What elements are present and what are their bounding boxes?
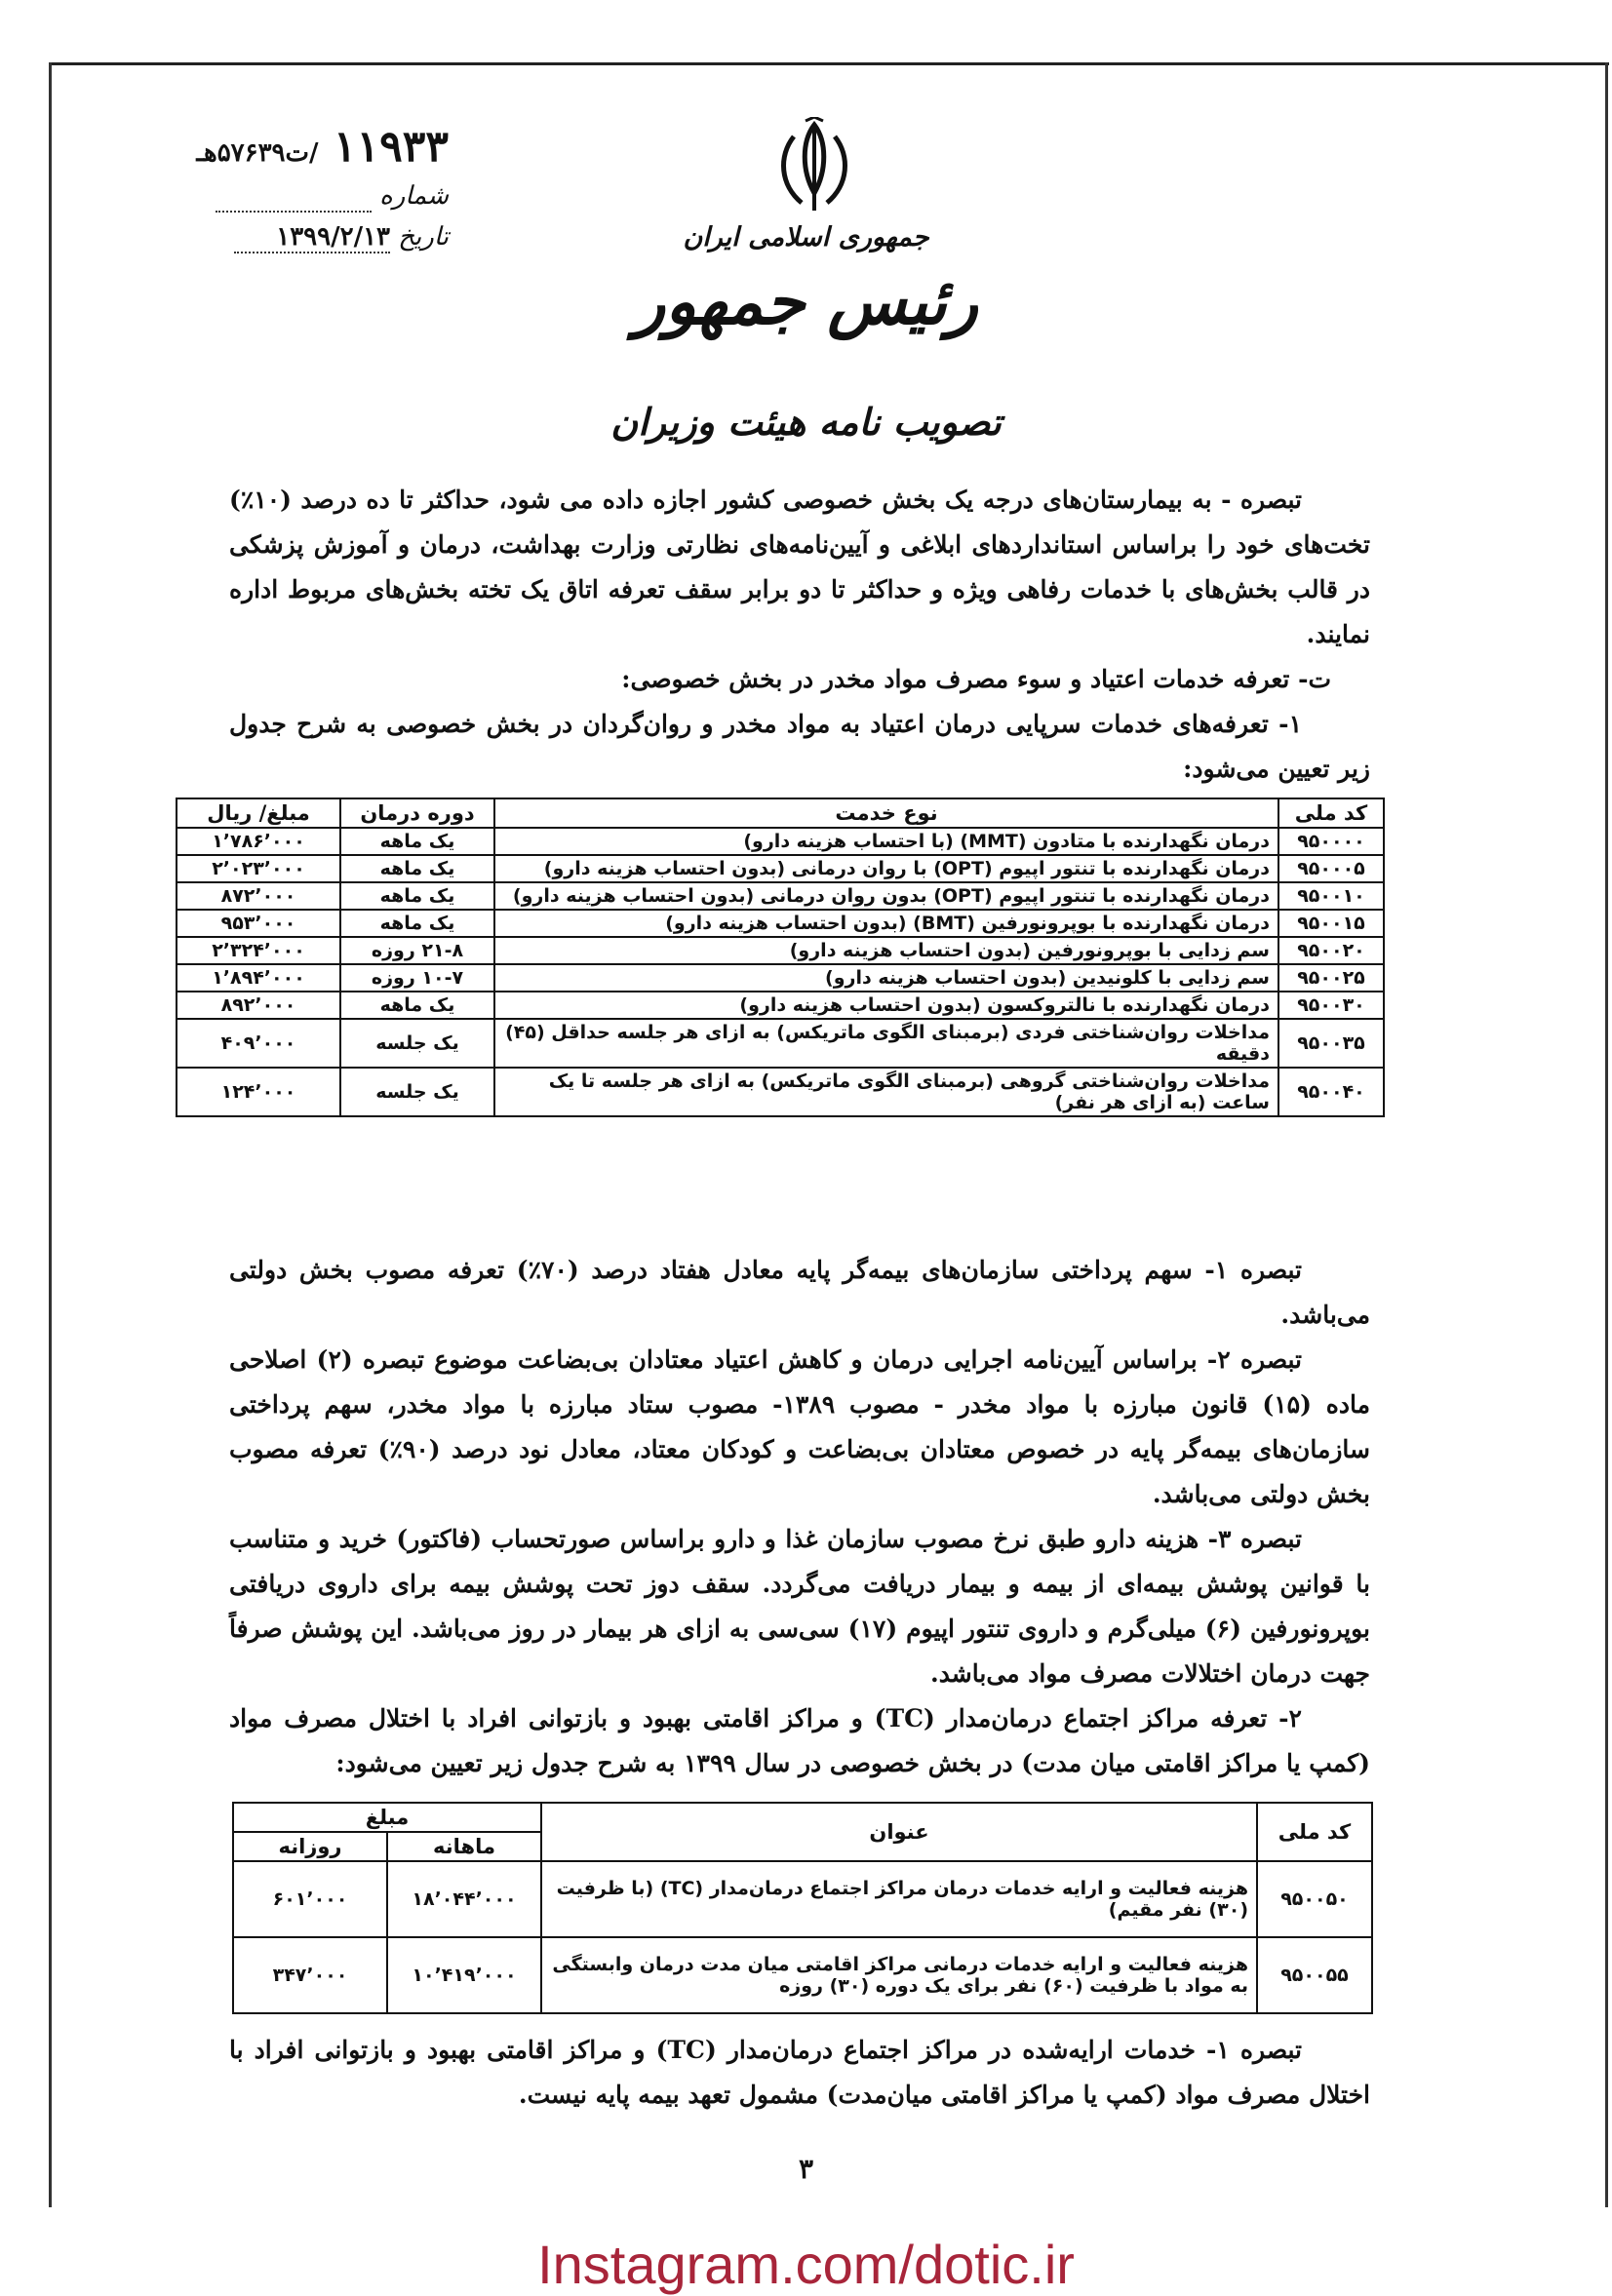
president-title: رئیس جمهور [634, 263, 978, 339]
republic-label: جمهوری اسلامی ایران [683, 222, 929, 253]
note-2: تبصره ۲- براساس آیین‌نامه اجرایی درمان و کاهش اعتیاد معتادان بی‌بضاعت موضوع تبصره (۲) اصلاحی ماده (۱۵) قانون مبارزه با مواد مخدر - مصوب ۱۳۸۹- مصوب ستاد مبارزه با مواد مخدر، سهم پرداختی سازمان‌های بیمه‌گر پایه در خصوص معتادان بی‌بضاعت و کودکان معتاد، معادل نود درصد (۹۰٪) تعرفه مصوب بخش دولتی می‌باشد. [229, 1345, 1371, 1508]
frame-top-line [49, 62, 1609, 65]
period-cell: یک ماهه [340, 828, 494, 855]
date-label: تاریخ [398, 222, 449, 252]
residential-tariff-table [232, 1802, 1373, 2014]
paragraph-note: تبصره - به بیمارستان‌های درجه یک بخش خصوصی کشور اجازه داده می شود، حداکثر تا ده درصد (۱۰٪) تخت‌های خود را براساس استانداردهای ابلاغی و آیین‌نامه‌های نظارتی وزارت بهداشت، درمان و آموزش پزشکی در قالب بخش‌های با خدمات رفاهی ویژه و حداکثر تا دو برابر سقف تعرفه اتاق یک تخته بخش‌های مربوط اداره نمایند. [229, 486, 1370, 648]
period-cell: یک ماهه [340, 910, 494, 937]
col-amount: مبلغ/ ریال [177, 798, 340, 828]
emblem-icon [772, 117, 856, 214]
table-row [233, 1861, 1372, 1937]
code-cell: ۹۵۰۰۴۰ [1278, 1068, 1384, 1116]
table-row [177, 937, 1384, 964]
table-row [177, 828, 1384, 855]
intro-section [229, 478, 1370, 792]
number-value [216, 181, 372, 213]
service-cell: درمان نگهدارنده با بوپرونورفین (BMT) (بدون احتساب هزینه دارو) [494, 910, 1278, 937]
period-cell: ۲۱-۸ روزه [340, 937, 494, 964]
table-header-row [233, 1803, 1372, 1832]
service-cell: درمان نگهدارنده با تنتور اپیوم (OPT) بدون روان درمانی (بدون احتساب هزینه دارو) [494, 882, 1278, 910]
ref-code: /ت۵۷۶۳۹هـ [196, 138, 319, 168]
doc-number: ۱۱۹۳۳ [333, 122, 449, 172]
service-cell: درمان نگهدارنده با متادون (MMT) (با احتساب هزینه دارو) [494, 828, 1278, 855]
period-cell: یک ماهه [340, 855, 494, 882]
number-row [127, 181, 449, 213]
col-monthly: ماهانه [387, 1832, 541, 1861]
frame-left-line [49, 62, 52, 2207]
col-period: دوره درمان [340, 798, 494, 828]
code-cell: ۹۵۰۰۳۰ [1278, 992, 1384, 1019]
final-note-section [229, 2028, 1370, 2118]
note-3: تبصره ۳- هزینه دارو طبق نرخ مصوب سازمان غذا و دارو براساس صورتحساب (فاکتور) خرید و متناسب با قوانین پوشش بیمه‌ای از بیمه و بیمار دریافت می‌گردد. سقف دوز تحت پوشش بیمه برای داروی دریافتی بوپرونورفین (۶) میلی‌گرم و داروی تنتور اپیوم (۱۷) سی‌سی به ازای هر بیمار در روز می‌باشد. این پوشش صرفاً جهت درمان اختلالات مصرف مواد می‌باشد. [229, 1525, 1371, 1688]
table-row [177, 855, 1384, 882]
col-title: عنوان [541, 1803, 1257, 1861]
amount-cell: ۱٬۸۹۴٬۰۰۰ [177, 964, 340, 992]
table-row [177, 910, 1384, 937]
amount-cell: ۲٬۳۲۴٬۰۰۰ [177, 937, 340, 964]
code-cell: ۹۵۰۰۰۰ [1278, 828, 1384, 855]
col-service: نوع خدمت [494, 798, 1278, 828]
instagram-link[interactable]: Instagram.com/dotic.ir [537, 2234, 1075, 2295]
title-cell: هزینه فعالیت و ارایه خدمات درمان مراکز اجتماع درمان‌مدار (TC) (با ظرفیت (۳۰) نفر مقیم) [541, 1861, 1257, 1937]
table-header-row [177, 798, 1384, 828]
table-row [233, 1937, 1372, 2013]
period-cell: یک ماهه [340, 882, 494, 910]
code-cell: ۹۵۰۰۳۵ [1278, 1019, 1384, 1068]
note-1: تبصره ۱- سهم پرداختی سازمان‌های بیمه‌گر پایه معادل هفتاد درصد (۷۰٪) تعرفه مصوب بخش دولتی می‌باشد. [229, 1256, 1370, 1329]
daily-cell: ۳۴۷٬۰۰۰ [233, 1937, 387, 2013]
amount-cell: ۸۷۲٬۰۰۰ [177, 882, 340, 910]
table-row [177, 1068, 1384, 1116]
date-value: ۱۳۹۹/۲/۱۳ [234, 222, 390, 253]
code-cell: ۹۵۰۰۱۵ [1278, 910, 1384, 937]
code-cell: ۹۵۰۰۲۵ [1278, 964, 1384, 992]
code-cell: ۹۵۰۰۵۰ [1257, 1861, 1372, 1937]
amount-cell: ۹۵۳٬۰۰۰ [177, 910, 340, 937]
service-cell: درمان نگهدارنده با نالتروکسون (بدون احتساب هزینه دارو) [494, 992, 1278, 1019]
approval-title: تصویب نامه هیئت وزیران [610, 400, 1002, 444]
title-cell: هزینه فعالیت و ارایه خدمات درمانی مراکز اقامتی میان مدت درمان وابستگی به مواد با ظرفیت (۶۰) نفر برای یک دوره (۳۰) روزه [541, 1937, 1257, 2013]
amount-cell: ۸۹۲٬۰۰۰ [177, 992, 340, 1019]
frame-right-line [1605, 62, 1608, 2207]
period-cell: یک جلسه [340, 1019, 494, 1068]
paragraph-section-t: ت- تعرفه خدمات اعتیاد و سوء مصرف مواد مخدر در بخش خصوصی: [621, 665, 1331, 693]
col-daily: روزانه [233, 1832, 387, 1861]
amount-cell: ۱۲۴٬۰۰۰ [177, 1068, 340, 1116]
amount-cell: ۲٬۰۲۳٬۰۰۰ [177, 855, 340, 882]
period-cell: یک جلسه [340, 1068, 494, 1116]
amount-cell: ۴۰۹٬۰۰۰ [177, 1019, 340, 1068]
code-cell: ۹۵۰۰۱۰ [1278, 882, 1384, 910]
table-row [177, 964, 1384, 992]
period-cell: یک ماهه [340, 992, 494, 1019]
table-row [177, 992, 1384, 1019]
note-final: تبصره ۱- خدمات ارایه‌شده در مراکز اجتماع درمان‌مدار (TC) و مراکز اقامتی بهبود و بازتوانی افراد با اختلال مصرف مواد (کمپ یا مراکز اقامتی میان‌مدت) مشمول تعهد بیمه پایه نیست. [229, 2036, 1370, 2109]
period-cell: ۱۰-۷ روزه [340, 964, 494, 992]
number-label: شماره [379, 181, 449, 211]
col-amount: مبلغ [233, 1803, 541, 1832]
daily-cell: ۶۰۱٬۰۰۰ [233, 1861, 387, 1937]
paragraph-item-2: ۲- تعرفه مراکز اجتماع درمان‌مدار (TC) و مراکز اقامتی بهبود و بازتوانی افراد با اختلال مصرف مواد (کمپ یا مراکز اقامتی میان مدت) در بخش خصوصی در سال ۱۳۹۹ به شرح جدول زیر تعیین می‌شود: [229, 1704, 1370, 1777]
doc-number-row [127, 122, 449, 172]
service-cell: درمان نگهدارنده با تنتور اپیوم (OPT) با روان درمانی (بدون احتساب هزینه دارو) [494, 855, 1278, 882]
notes-section [229, 1248, 1370, 1786]
code-cell: ۹۵۰۰۵۵ [1257, 1937, 1372, 2013]
service-cell: سم زدایی با بوپرونورفین (بدون احتساب هزینه دارو) [494, 937, 1278, 964]
paragraph-item-1: ۱- تعرفه‌های خدمات سرپایی درمان اعتیاد به مواد مخدر و روان‌گردان در بخش خصوصی به شرح جدول زیر تعیین می‌شود: [229, 710, 1370, 783]
monthly-cell: ۱۰٬۴۱۹٬۰۰۰ [387, 1937, 541, 2013]
col-code: کد ملی [1257, 1803, 1372, 1861]
service-cell: سم زدایی با کلونیدین (بدون احتساب هزینه دارو) [494, 964, 1278, 992]
service-cell: مداخلات روان‌شناختی فردی (برمبنای الگوی ماتریکس) به ازای هر جلسه حداقل (۴۵) دقیقه [494, 1019, 1278, 1068]
col-code: کد ملی [1278, 798, 1384, 828]
monthly-cell: ۱۸٬۰۴۴٬۰۰۰ [387, 1861, 541, 1937]
table-row [177, 882, 1384, 910]
page-number: ۳ [798, 2153, 814, 2185]
amount-cell: ۱٬۷۸۶٬۰۰۰ [177, 828, 340, 855]
outpatient-tariff-table [176, 798, 1385, 1117]
table-row [177, 1019, 1384, 1068]
service-cell: مداخلات روان‌شناختی گروهی (برمبنای الگوی ماتریکس) به ازای هر جلسه تا یک ساعت (به ازای هر نفر) [494, 1068, 1278, 1116]
code-cell: ۹۵۰۰۲۰ [1278, 937, 1384, 964]
code-cell: ۹۵۰۰۰۵ [1278, 855, 1384, 882]
